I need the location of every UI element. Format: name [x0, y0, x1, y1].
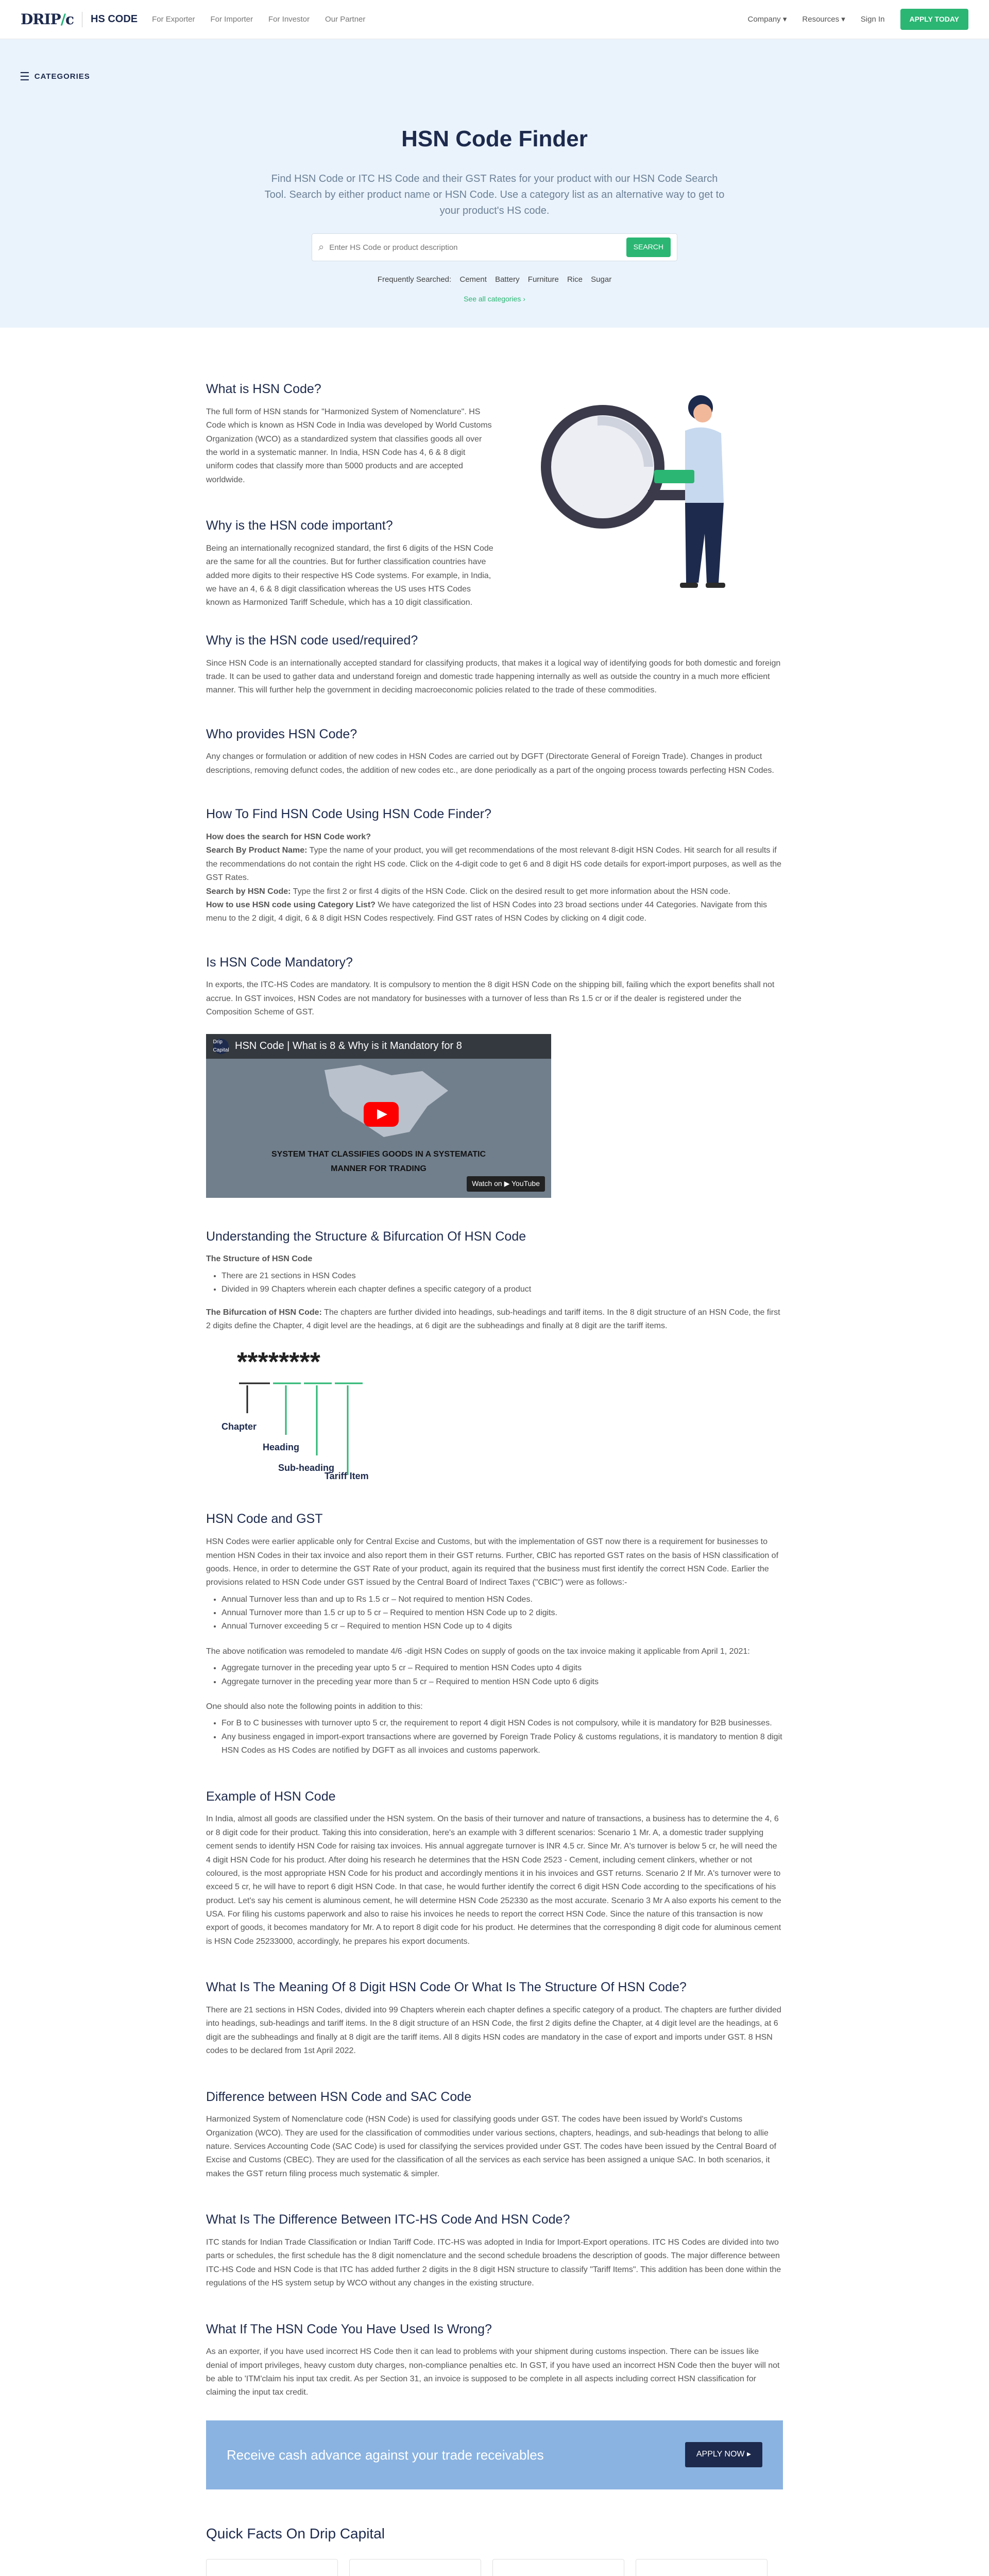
search-bar	[312, 233, 677, 261]
main-content	[206, 328, 783, 2576]
drip-logo[interactable]: DRIP/c	[21, 10, 74, 28]
product-name: HS CODE	[91, 13, 138, 25]
list-item: • There are 21 sections in HSN Codes	[221, 1269, 783, 1283]
list-item: • Divided in 99 Chapters wherein each chapter defines a specific category of a product	[221, 1283, 783, 1296]
search-button[interactable]: SEARCH	[626, 238, 671, 257]
nav-our-partner[interactable]: Our Partner	[325, 14, 366, 24]
section-heading: Is HSN Code Mandatory?	[206, 955, 353, 970]
section-text: ITC stands for Indian Trade Classification or Indian Tariff Code. ITC-HS was adopted in India for Import-Export operations. ITC HS Codes are divided into two parts or schedules, the first schedule has the 8 digit nomenclature and the second schedule broadens the description of goods. The major difference between ITC-HS Code and HSN Code is that ITC has added further 2 digits in the 8 digit HSN structure to classify "Tariff Items". This addition has been done within the regulations of the HS system setup by WCO without any changes in the existing structure.	[206, 2238, 781, 2288]
section-text: In India, almost all goods are classified under the HSN system. On the basis of their turnover and nature of transactions, a business has to determine the 4, 6 or 8 digit code for their product. Taking this into consideration, here's an example with 3 different scenarios: Scenario 1 Mr. A, a domestic trader supplying cement sends to identify HSN Code for raising tax invoices. His annual aggregate turnover is INR 4.5 cr. Since Mr. A's turnover is below 5 cr, he will need the 4 digit HSN Code for his product. After doing his research he determines that the HSN Code 2523 - Cement, including cement clinkers, whether or not coloured, is the most appropriate HSN Code for his product and accordingly mentions it in his invoices and GST returns. Scenario 2 If Mr. A's turnover were to exceed 5 cr, he will have to report 6 digit HSN Code. In that case, he would further identify the correct 6 digit HSN Code according to the specifications of his product. Let's say his cement is aluminous cement, he will determine HSN Code 252330 as the most accurate. Scenario 3 Mr A also exports his cement to the USA. For filing his customs paperwork and also to raise his invoices he needs to report the correct HSN Code. Since the nature of this transaction is now export of goods, it becomes mandatory for Mr. A to report 8 digit code for his product. He determines that the corresponding 8 digit code for aluminous cement is HSN Code 25233000, accordingly, he prepares his export documents.	[206, 1815, 781, 1946]
youtube-video-embed[interactable]	[206, 1034, 551, 1198]
freq-link-rice[interactable]: Rice	[567, 275, 583, 284]
section-text: The above notification was remodeled to mandate 4/6 -digit HSN Codes on supply of goods on the tax invoice making it applicable from April 1, 2021:	[206, 1647, 750, 1656]
chevron-down-icon: ▾	[841, 14, 845, 24]
howto-text: We have categorized the list of HSN Codes into 23 broad sections under 44 Categories. Navigate from this menu to the 2 digit, 4 digit, 6 & 8 digit HSN Codes respectively. Find GST rates of HSN Codes by clicking on 4 digit code.	[206, 900, 768, 923]
list-item: • For B to C businesses with turnover upto 5 cr, the requirement to report 4 digit HSN Codes is not compulsory, while it is mandatory for B2B businesses.	[221, 1717, 783, 1730]
section-text: One should also note the following points in addition to this:	[206, 1702, 423, 1711]
banner-text: Receive cash advance against your trade receivables	[227, 2447, 544, 2463]
section-why-required	[206, 631, 783, 698]
resources-dropdown[interactable]: Resources ▾	[802, 14, 845, 24]
facts-title: Quick Facts On Drip Capital	[206, 2525, 385, 2541]
hero-section	[0, 39, 989, 328]
nav-for-exporter[interactable]: For Exporter	[152, 14, 195, 24]
section-heading: What is HSN Code?	[206, 382, 321, 396]
list-item: • Annual Turnover exceeding 5 cr – Required to mention HSN Code up to 4 digits	[221, 1620, 783, 1633]
section-what-is-hsn	[206, 379, 494, 487]
list-item: • Aggregate turnover in the preceding year upto 5 cr – Required to mention HSN Codes upto 4 digits	[221, 1662, 783, 1675]
hsn-structure-diagram	[206, 1346, 438, 1480]
section-text: There are 21 sections in HSN Codes, divided into 99 Chapters wherein each chapter defines a specific category of a product. The chapters are further divided into headings, sub-headings and tariff items. In the 8 digit structure of an HSN Code, the first 2 digits define the Chapter, at 4 digit level are the headings, at 6 digit are the subheadings and finally at 8 digit are the tariff items. All 8 digits HSN codes are mandatory in the case of export and imports under GST. 8 HSN codes to be declared from 1st April 2022.	[206, 2005, 781, 2056]
section-itc-vs-hsn	[206, 2210, 783, 2290]
howto-label: Search By Product Name:	[206, 846, 308, 855]
section-text: Since HSN Code is an internationally accepted standard for classifying products, that makes it a logical way of identifying goods for both domestic and foreign trade. It can be used to gather data and understand foreign and domestic trade happening internally as well as outside the country in a much more efficient manner. This will further help the government in deciding macroeconomic policies related to the trade of these commodities.	[206, 658, 781, 695]
section-mandatory	[206, 953, 783, 1198]
company-dropdown[interactable]: Company ▾	[747, 14, 787, 24]
section-who-provides	[206, 724, 783, 778]
section-heading: Who provides HSN Code?	[206, 726, 357, 741]
video-title: HSN Code | What is 8 & Why is it Mandatory for 8	[235, 1040, 462, 1052]
stars-digits: ********	[237, 1347, 320, 1378]
page-title: HSN Code Finder	[401, 126, 588, 151]
categories-toggle[interactable]	[20, 68, 90, 86]
section-how-to-find	[206, 804, 783, 925]
howto-label: Search by HSN Code:	[206, 887, 291, 896]
apply-now-button[interactable]: APPLY NOW ▸	[685, 2442, 762, 2467]
freq-link-battery[interactable]: Battery	[495, 275, 520, 284]
list-item: • Any business engaged in import-export transactions where are governed by Foreign Trade Policy & customs regulations, it is mandatory to mention 8 digit HSN Codes as HS Codes are notified by DGFT as all invoices and customs paperwork.	[221, 1731, 783, 1758]
freq-link-cement[interactable]: Cement	[459, 275, 487, 284]
list-item: • Annual Turnover less than and up to Rs 1.5 cr – Not required to mention HSN Codes.	[221, 1593, 783, 1606]
fact-card	[492, 2559, 624, 2576]
section-text: The full form of HSN stands for "Harmonized System of Nomenclature". HS Code which is known as HSN Code in India was developed by World Customs Organization (WCO) as a standardized system that classifies goods all over the world in a systematic manner. In India, HSN Code has 4, 6 & 8 digit uniform codes that classify more than 5000 products and are accepted worldwide.	[206, 407, 492, 484]
section-hsn-gst	[206, 1509, 783, 1757]
section-heading: Example of HSN Code	[206, 1789, 336, 1804]
chevron-down-icon: ▾	[782, 14, 787, 24]
section-heading: Understanding the Structure & Bifurcation Of HSN Code	[206, 1229, 526, 1244]
label-subheading: Sub-heading	[278, 1463, 334, 1473]
hero-subtitle: Find HSN Code or ITC HS Code and their GST Rates for your product with our HSN Code Search Tool. Search by either product name or HSN Code. Use a category list as an alternative way to get to your product's HS code.	[264, 173, 725, 217]
section-text: Harmonized System of Nomenclature code (HSN Code) is used for classifying goods under GST. The codes have been issued by World's Customs Organization (WCO). They are used for the classification of commodities under various sections, chapters, headings, and sub-headings that belong to allie nature. Services Accounting Code (SAC Code) is used for classifying the services provided under GST. The codes have been issued by the Central Board of Excise and Customs (CBEC). They are used for the classification of all the services as each service has been assigned a unique SAC. In both scenarios, it makes the GST return filing process much systematic & simpler.	[206, 2115, 776, 2178]
section-heading: Difference between HSN Code and SAC Code	[206, 2089, 472, 2104]
search-icon: ⌕	[318, 241, 325, 253]
section-text: As an exporter, if you have used incorrect HS Code then it can lead to problems with your shipment during customs inspection. There can be issues like denial of import privileges, heavy custom duty charges, non-compliance penalties etc. In GST, if you have used an incorrect HSN Code then the buyer will not be able to 'ITM'claim his input tax credit. As per Section 31, an invoice is supposed to be complete in all aspects including correct HSN classification for claiming the input tax credit.	[206, 2347, 780, 2397]
section-why-important	[206, 516, 494, 610]
freq-link-sugar[interactable]: Sugar	[591, 275, 612, 284]
video-caption: SYSTEM THAT CLASSIFIES GOODS IN A SYSTEMATIC MANNER FOR TRADING	[271, 1149, 486, 1174]
label-chapter: Chapter	[221, 1421, 257, 1432]
section-heading: What If The HSN Code You Have Used Is Wrong?	[206, 2321, 492, 2336]
section-heading: Why is the HSN code used/required?	[206, 633, 418, 648]
section-text: Any changes or formulation or addition of new codes in HSN Codes are carried out by DGFT (Directorate General of Foreign Trade). Changes in product descriptions, removing defunct codes, the addition of new codes etc., are done periodically as a part of the ongoing process towards perfecting HSN Codes.	[206, 752, 774, 775]
section-heading: How To Find HSN Code Using HSN Code Finder?	[206, 807, 491, 822]
nav-for-investor[interactable]: For Investor	[268, 14, 310, 24]
label-tariff-item: Tariff Item	[325, 1471, 369, 1481]
nav-for-importer[interactable]: For Importer	[210, 14, 253, 24]
top-nav	[0, 0, 989, 39]
see-all-categories-link[interactable]: See all categories ›	[464, 295, 525, 303]
fact-card	[636, 2559, 768, 2576]
menu-icon: ☰	[20, 70, 30, 83]
magnifier-illustration	[525, 379, 783, 585]
quick-facts	[206, 2522, 783, 2576]
section-text: In exports, the ITC-HS Codes are mandatory. It is compulsory to mention the 8 digit HSN Code on the shipping bill, failing which the export benefits shall not accrue. In GST invoices, HSN Codes are not mandatory for businesses with a turnover of less than Rs 1.5 cr or if the dealer is registered under the Composition Scheme of GST.	[206, 980, 775, 1017]
section-structure	[206, 1227, 783, 1481]
section-hsn-vs-sac	[206, 2087, 783, 2181]
fact-card	[206, 2559, 338, 2576]
play-icon[interactable]	[364, 1102, 399, 1127]
section-wrong-code	[206, 2319, 783, 2400]
bifurcation-label: The Bifurcation of HSN Code:	[206, 1308, 322, 1317]
section-text: The chapters are further divided into headings, sub-headings and tariff items. In the 8 digit structure of an HSN Code, the first 2 digits define the Chapter, 4 digit level are the headings, at 6 digit are the subheadings and finally at 8 digit are the tariff items.	[206, 1308, 780, 1330]
howto-label: How to use HSN code using Category List?	[206, 900, 376, 909]
apply-today-button[interactable]: APPLY TODAY	[900, 9, 969, 30]
list-item: • Annual Turnover more than 1.5 cr up to 5 cr – Required to mention HSN Code up to 2 digits.	[221, 1606, 783, 1620]
structure-subheading: The Structure of HSN Code	[206, 1255, 313, 1264]
section-text: HSN Codes were earlier applicable only for Central Excise and Customs, but with the implementation of GST now there is a requirement for businesses to mention HSN Codes in their tax invoice and also report them in their GST returns. Further, CBIC has reported GST rates on the basis of HSN classification of goods. Hence, in order to determine the GST Rate of your product, again its required that the business must first identify the correct HSN Code. Earlier the provisions related to HSN Code under GST issued by the Central Board of Indirect Taxes ("CBIC") were as follows:-	[206, 1537, 779, 1587]
watch-on-youtube[interactable]: Watch on ▶ YouTube	[467, 1176, 545, 1192]
fact-card	[349, 2559, 481, 2576]
section-heading: What Is The Difference Between ITC-HS Code And HSN Code?	[206, 2212, 570, 2227]
section-heading: Why is the HSN code important?	[206, 518, 393, 533]
categories-label: CATEGORIES	[34, 72, 90, 81]
howto-question: How does the search for HSN Code work?	[206, 833, 371, 841]
intro-row	[206, 379, 783, 610]
section-text: Being an internationally recognized standard, the first 6 digits of the HSN Code are the same for all the countries. But for further classification countries have added more digits to their respective HS Code systems. For example, in India, we have an 4, 6 & 8 digit classification whereas the US uses HTS Codes known as Harmonized Tariff Schedule, which has a 10 digit classification.	[206, 544, 493, 607]
howto-text: Type the first 2 or first 4 digits of the HSN Code. Click on the desired result to get more information about the HSN code.	[293, 887, 730, 896]
section-meaning-8-digit	[206, 1977, 783, 2058]
list-item: • Aggregate turnover in the preceding year more than 5 cr – Required to mention HSN Code upto 6 digits	[221, 1675, 783, 1689]
sign-in-link[interactable]: Sign In	[860, 14, 885, 24]
video-title-bar	[206, 1034, 551, 1059]
freq-label: Frequently Searched:	[377, 275, 452, 284]
section-heading: What Is The Meaning Of 8 Digit HSN Code Or What Is The Structure Of HSN Code?	[206, 1980, 687, 1995]
search-input[interactable]	[329, 243, 626, 252]
section-heading: HSN Code and GST	[206, 1512, 323, 1527]
freq-link-furniture[interactable]: Furniture	[527, 275, 559, 284]
channel-avatar: Drip Capital	[213, 1039, 229, 1053]
section-example	[206, 1787, 783, 1949]
label-heading: Heading	[263, 1442, 300, 1453]
frequently-searched	[0, 274, 989, 285]
cash-advance-banner	[206, 2420, 783, 2489]
howto-text: Type the name of your product, you will get recommendations of the most relevant 8-digit HSN Codes. Hit search for all results if the recommendations do not contain the right HS code. Click on the 4-digit code to get 6 and 8 digit HS code details for export-import purposes, as well as the GST Rates.	[206, 846, 782, 883]
